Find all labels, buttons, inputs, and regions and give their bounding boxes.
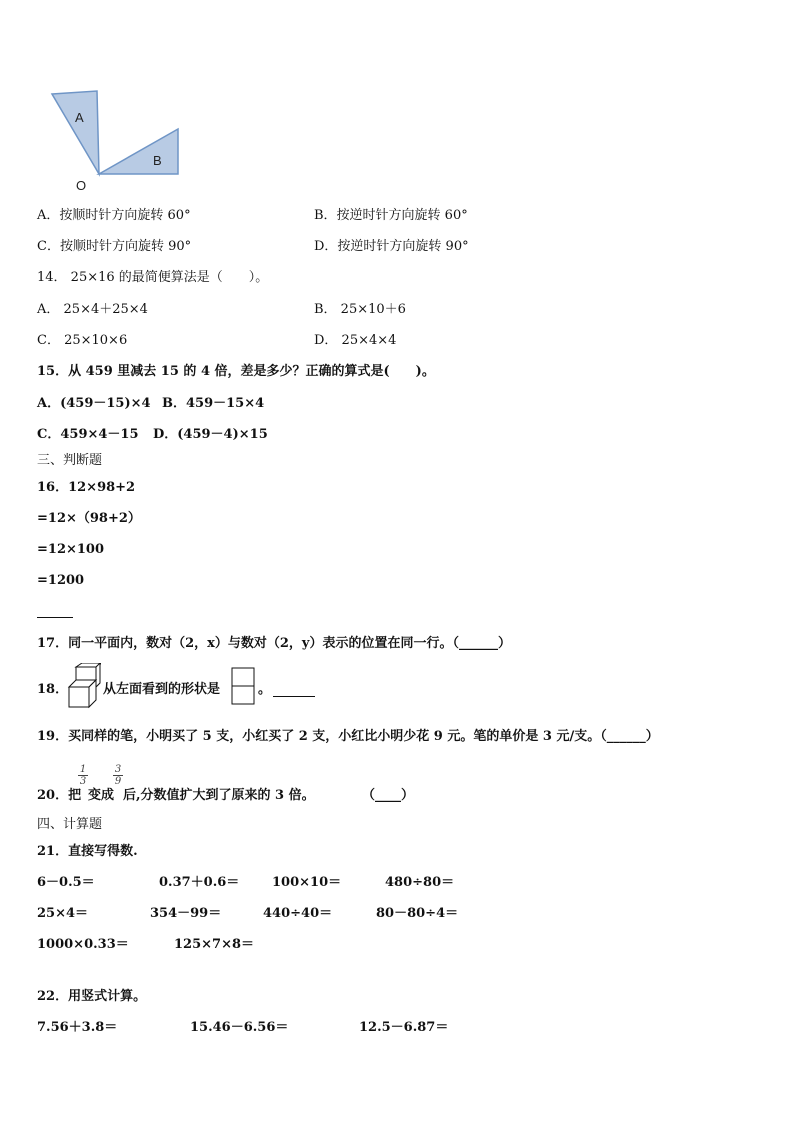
q15-option-b: B．459－15×4 — [162, 396, 265, 411]
fraction-1-denominator: 3 — [79, 776, 87, 787]
q21-item: 480÷80＝ — [385, 875, 455, 890]
left-view-answer-figure — [231, 667, 257, 707]
q15-option-d: D．(459－4)×15 — [153, 427, 268, 442]
q22-item: 15.46－6.56＝ — [190, 1020, 289, 1035]
q22-item: 7.56＋3.8＝ — [37, 1020, 118, 1035]
triangle-b — [99, 129, 178, 174]
q21-item: 354－99＝ — [150, 906, 222, 921]
q20-middle: 变成 — [88, 788, 115, 803]
q13-option-b: B．按逆时针方向旋转 60° — [314, 208, 468, 223]
q21-item: 6－0.5＝ — [37, 875, 95, 890]
q14-option-c: C． 25×10×6 — [37, 333, 128, 348]
q20-answer: （____） — [362, 788, 415, 803]
rotation-figure — [45, 85, 185, 195]
q16-line-2: =12×（98+2） — [37, 511, 141, 526]
q14-stem: 14． 25×16 的最简便算法是（ ）。 — [37, 270, 269, 285]
q16-line-3: =12×100 — [37, 542, 105, 557]
section-4-heading: 四、计算题 — [37, 817, 103, 832]
q21-item: 100×10＝ — [272, 875, 342, 890]
q21-item: 440÷40＝ — [263, 906, 333, 921]
label-a: A — [75, 110, 84, 125]
q20-prefix: 20．把 — [37, 788, 82, 803]
triangle-a — [52, 91, 99, 174]
q15-option-a: A．(459－15)×4 — [37, 396, 151, 411]
q13-option-a: A．按顺时针方向旋转 60° — [37, 208, 191, 223]
fraction-1-numerator: 1 — [79, 764, 87, 775]
q21-item: 1000×0.33＝ — [37, 937, 129, 952]
q22-stem: 22．用竖式计算。 — [37, 989, 147, 1004]
q17-text: 17．同一平面内，数对（2，x）与数对（2，y）表示的位置在同一行。（______） — [37, 636, 511, 651]
q15-option-c: C．459×4－15 — [37, 427, 139, 442]
fraction-three-ninths — [113, 764, 123, 787]
label-b: B — [153, 153, 162, 168]
q18-text: 从左面看到的形状是 — [103, 682, 221, 697]
q21-item: 25×4＝ — [37, 906, 89, 921]
q21-item: 0.37＋0.6＝ — [159, 875, 240, 890]
q16-answer-blank[interactable] — [37, 617, 73, 618]
q20-suffix: 后,分数值扩大到了原来的 3 倍。 — [123, 788, 315, 803]
fraction-2-denominator: 9 — [114, 776, 122, 787]
q15-stem: 15．从 459 里减去 15 的 4 倍，差是多少？正确的算式是( )。 — [37, 364, 435, 379]
q13-option-c: C．按顺时针方向旋转 90° — [37, 239, 192, 254]
q13-option-d: D．按逆时针方向旋转 90° — [314, 239, 469, 254]
fraction-2-numerator: 3 — [114, 764, 122, 775]
fraction-one-third — [78, 764, 88, 787]
q21-stem: 21．直接写得数. — [37, 844, 138, 859]
q18-number: 18． — [37, 682, 69, 697]
cube-stack-figure — [65, 663, 101, 713]
label-o: O — [76, 178, 87, 193]
q16-line-1: 16．12×98+2 — [37, 480, 136, 495]
q19-text: 19．买同样的笔，小明买了 5 支，小红买了 2 支，小红比小明少花 9 元。笔的单价是 3 元/支。（______） — [37, 729, 659, 744]
q14-option-b: B． 25×10＋6 — [314, 302, 406, 317]
q22-item: 12.5－6.87＝ — [359, 1020, 449, 1035]
q16-line-4: =1200 — [37, 573, 85, 588]
q18-tail: 。 — [258, 682, 272, 697]
section-3-heading: 三、判断题 — [37, 453, 103, 468]
q18-answer-blank[interactable] — [273, 696, 315, 697]
q14-option-d: D． 25×4×4 — [314, 333, 397, 348]
q21-item: 125×7×8＝ — [174, 937, 255, 952]
q21-item: 80－80÷4＝ — [376, 906, 459, 921]
q14-option-a: A． 25×4＋25×4 — [37, 302, 148, 317]
